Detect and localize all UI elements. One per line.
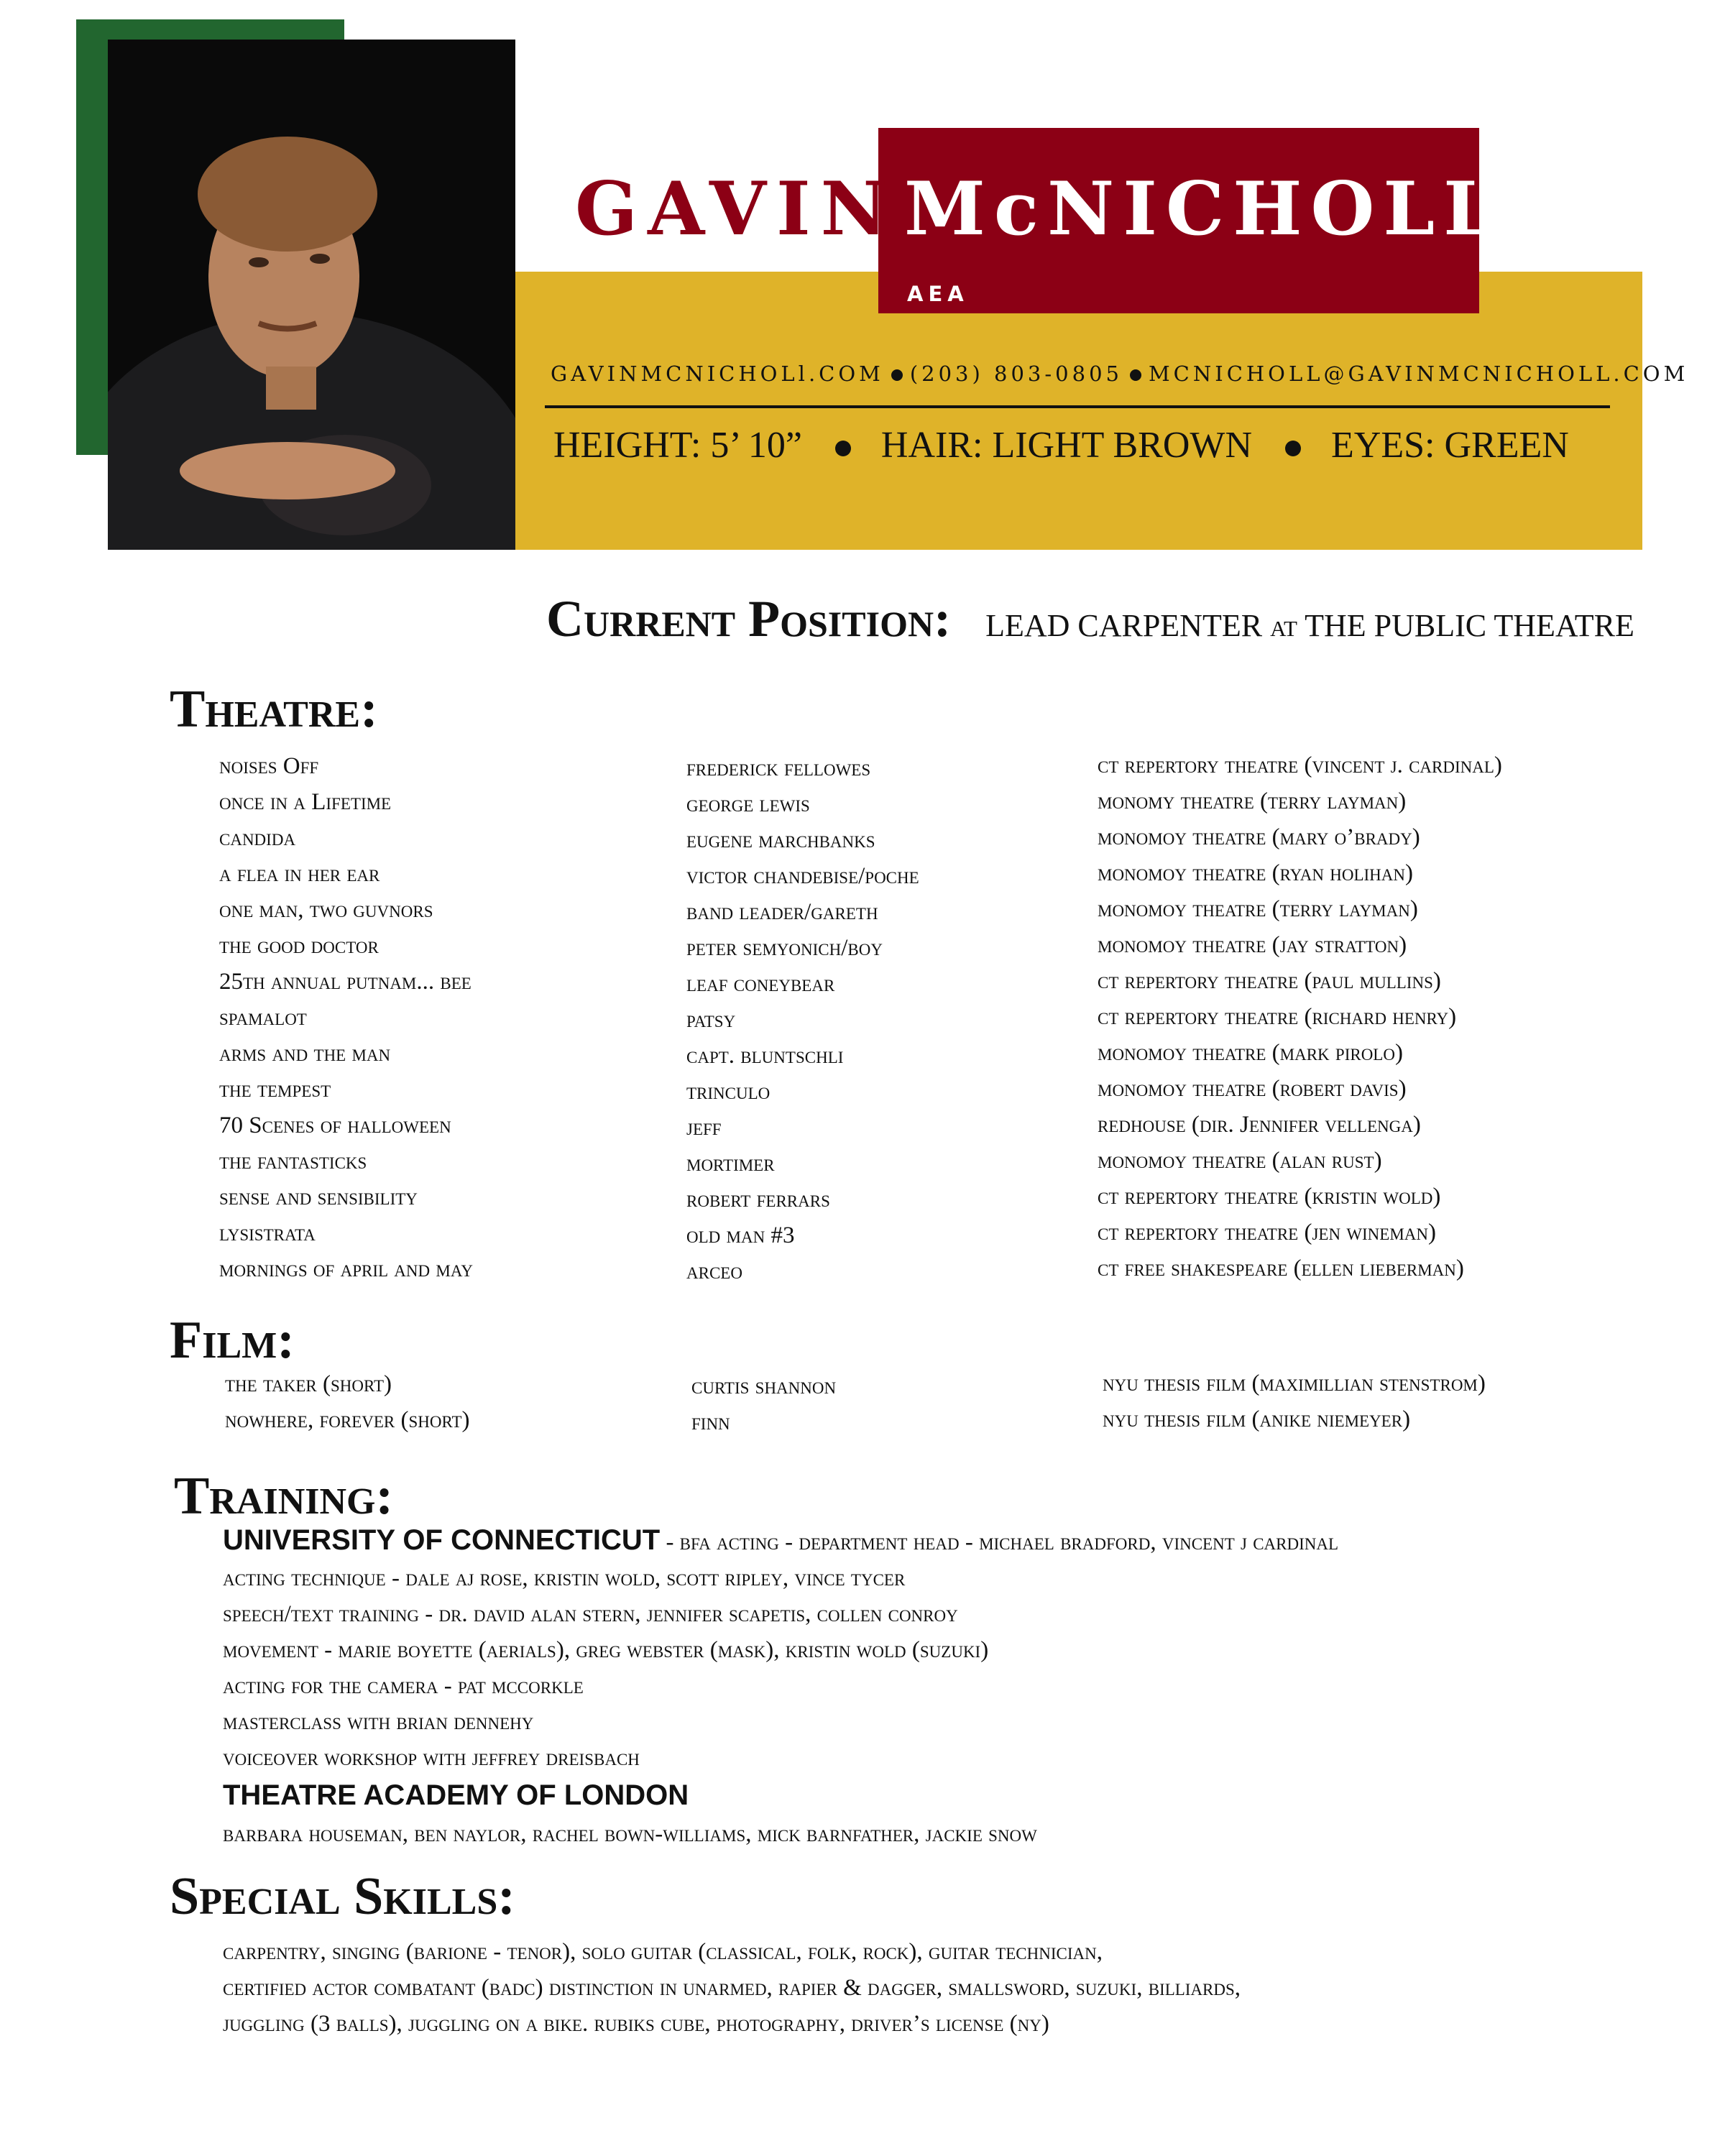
theatre-show: the fantasticks (219, 1148, 367, 1174)
film-title: the taker (short) (225, 1371, 392, 1397)
training-london (223, 1781, 689, 1810)
theatre-venue: ct free shakespeare (ellen lieberman) (1098, 1256, 1464, 1281)
current-position-label: Current Position: (546, 590, 952, 648)
theatre-show: 25th annual putnam... bee (219, 969, 472, 995)
theatre-role: patsy (686, 1007, 736, 1033)
theatre-venue: monomoy theatre (mark pirolo) (1098, 1040, 1403, 1066)
theatre-role: capt. bluntschli (686, 1043, 844, 1069)
bullet-icon (1130, 369, 1141, 381)
theatre-show: lysistrata (219, 1220, 316, 1246)
film-heading: Film: (170, 1311, 295, 1370)
theatre-role: peter semyonich/boy (686, 935, 883, 961)
height-stat: HEIGHT: 5’ 10” (553, 425, 802, 466)
last-name: McNICHOLL (904, 166, 1504, 252)
theatre-show: 70 Scenes of halloween (219, 1112, 451, 1138)
theatre-role: robert ferrars (686, 1187, 830, 1212)
theatre-venue: ct repertory theatre (paul mullins) (1098, 968, 1441, 994)
theatre-venue: redhouse (dir. Jennifer vellenga) (1098, 1112, 1421, 1138)
bullet-icon (1285, 441, 1301, 456)
theatre-show: candida (219, 825, 296, 851)
eyes-stat: EYES: GREEN (1331, 425, 1569, 466)
theatre-show: noises Off (219, 753, 319, 779)
theatre-venue: ct repertory theatre (kristin wold) (1098, 1184, 1441, 1210)
theatre-heading: Theatre: (170, 680, 378, 739)
film-title: nowhere, forever (short) (225, 1407, 470, 1433)
theatre-role: eugene marchbanks (686, 827, 875, 853)
training-heading: Training: (174, 1467, 394, 1526)
theatre-role: victor chandebise/poche (686, 863, 919, 889)
bullet-icon (835, 441, 851, 456)
theatre-venue: monomy theatre (terry layman) (1098, 788, 1407, 814)
bullet-icon (891, 369, 903, 381)
theatre-role: george lewis (686, 791, 810, 817)
union-affiliation: AEA (907, 282, 969, 306)
contact-line (551, 361, 1688, 386)
training-line: acting technique - dale aj rose, kristin wold, scott ripley, vince tycer (223, 1565, 906, 1591)
physical-stats (553, 424, 1569, 466)
theatre-venue: monomoy theatre (alan rust) (1098, 1148, 1382, 1174)
theatre-show: once in a Lifetime (219, 789, 392, 815)
theatre-venue: monomoy theatre (jay stratton) (1098, 932, 1407, 958)
school-name: UNIVERSITY OF CONNECTICUT (223, 1524, 661, 1556)
current-position (546, 589, 1634, 649)
theatre-venue: monomoy theatre (terry layman) (1098, 896, 1418, 922)
theatre-role: jeff (686, 1115, 722, 1141)
theatre-venue: monomoy theatre (ryan holihan) (1098, 860, 1413, 886)
training-line: movement - marie boyette (aerials), greg webster (mask), kristin wold (suzuki) (223, 1637, 989, 1663)
headshot-photo (108, 40, 515, 550)
theatre-venue: ct repertory theatre (richard henry) (1098, 1004, 1457, 1030)
theatre-role: mortimer (686, 1151, 775, 1176)
theatre-role: frederick fellowes (686, 755, 871, 781)
training-line: barbara houseman, ben naylor, rachel bown-williams, mick barnfather, jackie snow (223, 1821, 1037, 1847)
training-line: speech/text training - dr. david alan stern, jennifer scapetis, collen conroy (223, 1601, 958, 1627)
skills-line: certified actor combatant (badc) distinction in unarmed, rapier & dagger, smallsword, suzuki, billiards, (223, 1975, 1241, 2001)
school-detail: - bfa acting - department head - michael bradford, vincent j cardinal (660, 1529, 1339, 1555)
theatre-show: arms and the man (219, 1041, 391, 1067)
training-uconn (223, 1526, 1338, 1554)
theatre-role: trinculo (686, 1079, 770, 1105)
email-link[interactable]: MCNICHOLL@GAVINMCNICHOLL.COM (1148, 361, 1689, 386)
theatre-show: mornings of april and may (219, 1256, 473, 1282)
theatre-venue: ct repertory theatre (vincent j. cardinal) (1098, 752, 1502, 778)
theatre-role: band leader/gareth (686, 899, 878, 925)
theatre-show: spamalot (219, 1005, 307, 1031)
film-role: finn (691, 1409, 730, 1435)
theatre-role: old man #3 (686, 1222, 795, 1248)
training-line: voiceover workshop with jeffrey dreisbach (223, 1745, 640, 1771)
theatre-show: sense and sensibility (219, 1184, 418, 1210)
website-link[interactable]: GAVINMCNICHOLl.COM (551, 361, 884, 386)
special-skills-heading: Special Skills: (170, 1867, 515, 1926)
hair-stat: HAIR: LIGHT BROWN (880, 425, 1253, 466)
current-position-value: LEAD CARPENTER at THE PUBLIC THEATRE (985, 608, 1634, 643)
film-production: nyu thesis film (anike niemeyer) (1103, 1406, 1411, 1432)
film-role: curtis shannon (691, 1373, 837, 1399)
divider (545, 405, 1610, 408)
contact-band (515, 272, 1642, 550)
skills-line: juggling (3 balls), juggling on a bike. rubiks cube, photography, driver’s license (ny) (223, 2011, 1049, 2037)
phone-number[interactable]: (203) 803-0805 (909, 361, 1123, 386)
theatre-role: leaf coneybear (686, 971, 835, 997)
theatre-show: a flea in her ear (219, 861, 380, 887)
theatre-show: the good doctor (219, 933, 379, 959)
theatre-show: one man, two guvnors (219, 897, 433, 923)
theatre-venue: monomoy theatre (mary o’brady) (1098, 824, 1420, 850)
theatre-role: arceo (686, 1258, 742, 1284)
school-name: THEATRE ACADEMY OF LONDON (223, 1779, 689, 1811)
skills-line: carpentry, singing (barione - tenor), solo guitar (classical, folk, rock), guitar technician, (223, 1939, 1103, 1965)
training-line: masterclass with brian dennehy (223, 1709, 534, 1735)
first-name: GAVIN (575, 166, 898, 252)
theatre-show: the tempest (219, 1077, 331, 1102)
theatre-venue: monomoy theatre (robert davis) (1098, 1076, 1407, 1102)
film-production: nyu thesis film (maximillian stenstrom) (1103, 1370, 1486, 1396)
training-line: acting for the camera - pat mccorkle (223, 1673, 584, 1699)
theatre-venue: ct repertory theatre (jen wineman) (1098, 1220, 1436, 1245)
